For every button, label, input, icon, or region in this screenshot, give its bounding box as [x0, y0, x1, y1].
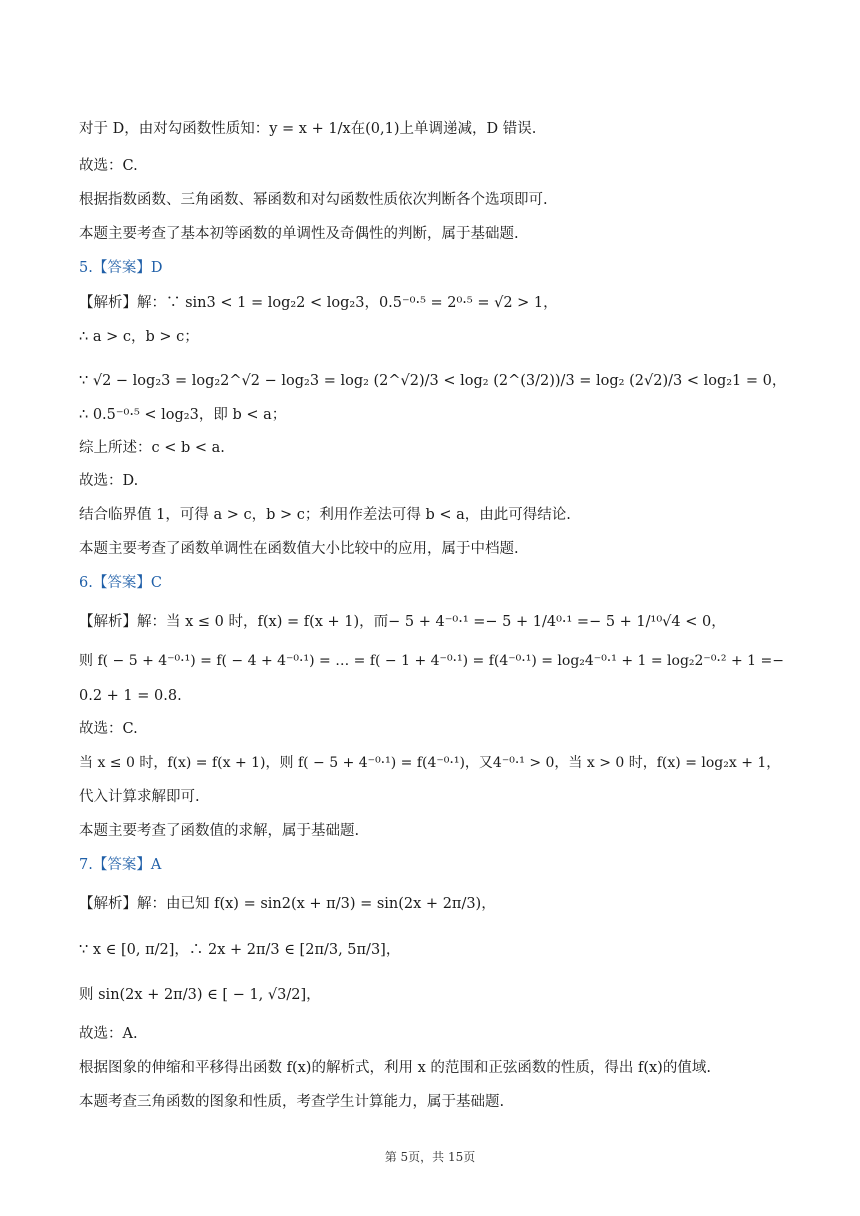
- text-line: 根据图象的伸缩和平移得出函数 f(x)的解析式，利用 x 的范围和正弦函数的性质，得出 f(x)的值域.: [79, 1060, 711, 1076]
- text-line: ∴ 0.5⁻⁰·⁵ < log₂3，即 b < a；: [79, 407, 287, 423]
- text-line: 则 sin(2x + 2π/3) ∈ [ − 1, √3/2]，: [79, 987, 321, 1003]
- text-line: 对于 D，由对勾函数性质知：y = x + 1/x在(0,1)上单调递减，D 错误.: [79, 121, 537, 137]
- text-line: 【解析】解：∵ sin3 < 1 = log₂2 < log₂3，0.5⁻⁰·⁵ = 2⁰·⁵ = √2 > 1，: [79, 295, 558, 311]
- text-line: 当 x ≤ 0 时，f(x) = f(x + 1)，则 f( − 5 + 4⁻⁰·¹) = f(4⁻⁰·¹)，又4⁻⁰·¹ > 0，当 x > 0 时，f(x) = log₂x + 1，: [79, 755, 781, 771]
- text-line: 故选：C.: [79, 721, 138, 737]
- text-line: 0.2 + 1 = 0.8.: [79, 688, 182, 704]
- text-line: 故选：C.: [79, 158, 138, 174]
- text-line: 结合临界值 1，可得 a > c，b > c；利用作差法可得 b < a，由此可得结论.: [79, 507, 571, 523]
- text-line: ∴ a > c，b > c；: [79, 329, 199, 345]
- text-line: 本题主要考查了函数单调性在函数值大小比较中的应用，属于中档题.: [79, 541, 519, 557]
- text-line: ∵ x ∈ [0, π/2]，∴ 2x + 2π/3 ∈ [2π/3, 5π/3]，: [79, 942, 401, 958]
- text-line: 【解析】解：由已知 f(x) = sin2(x + π/3) = sin(2x + 2π/3)，: [79, 896, 496, 912]
- text-line: 则 f( − 5 + 4⁻⁰·¹) = f( − 4 + 4⁻⁰·¹) = … = f( − 1 + 4⁻⁰·¹) = f(4⁻⁰·¹) = log₂4⁻⁰·¹ + 1 = log₂2⁻⁰·² + 1 =−: [79, 653, 784, 669]
- text-line: 本题主要考查了基本初等函数的单调性及奇偶性的判断，属于基础题.: [79, 226, 519, 242]
- page-footer: 第 5页，共 15页: [384, 1150, 476, 1164]
- text-line: 根据指数函数、三角函数、幂函数和对勾函数性质依次判断各个选项即可.: [79, 192, 548, 208]
- answer-heading: 6.【答案】C: [79, 575, 162, 591]
- text-line: 故选：A.: [79, 1026, 138, 1042]
- text-line: 代入计算求解即可.: [79, 789, 200, 805]
- answer-heading: 7.【答案】A: [79, 857, 162, 873]
- text-line: 【解析】解：当 x ≤ 0 时，f(x) = f(x + 1)，而− 5 + 4⁻⁰·¹ =− 5 + 1/4⁰·¹ =− 5 + 1/¹⁰√4 < 0，: [79, 614, 726, 630]
- text-line: 本题考查三角函数的图象和性质，考查学生计算能力，属于基础题.: [79, 1094, 505, 1110]
- text-line: ∵ √2 − log₂3 = log₂2^√2 − log₂3 = log₂ (2^√2)/3 < log₂ (2^(3/2))/3 = log₂ (2√2)/3 < log₂1 = 0，: [79, 373, 787, 389]
- text-line: 故选：D.: [79, 473, 139, 489]
- text-line: 本题主要考查了函数值的求解，属于基础题.: [79, 823, 360, 839]
- text-line: 综上所述：c < b < a.: [79, 440, 225, 456]
- answer-heading: 5.【答案】D: [79, 260, 163, 276]
